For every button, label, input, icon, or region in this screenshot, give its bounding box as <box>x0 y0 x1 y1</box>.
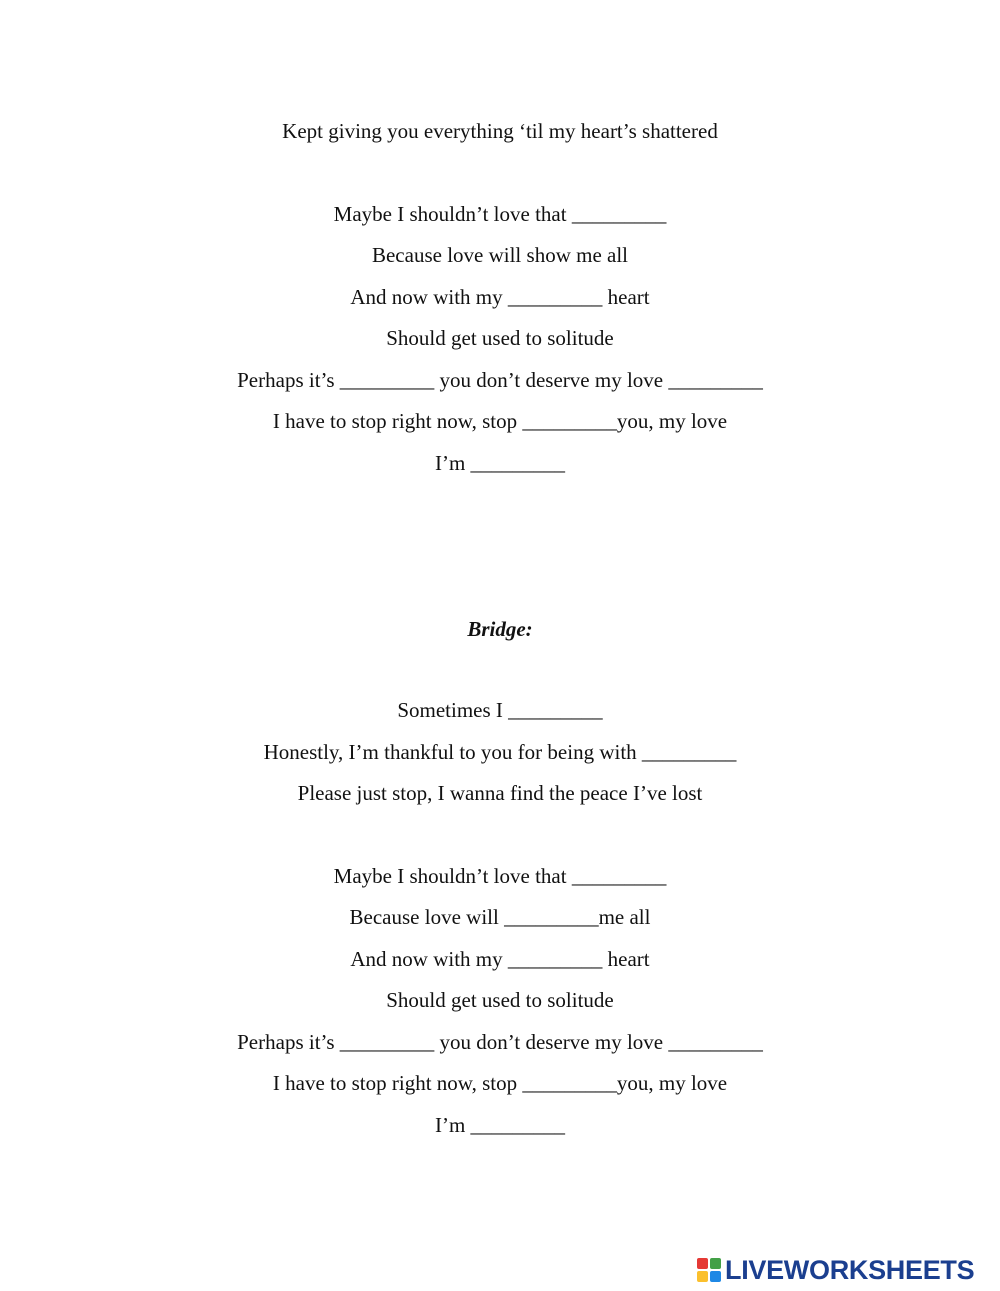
lyric-line: And now with my _________ heart <box>350 285 650 309</box>
logo-block <box>697 1271 708 1282</box>
lyric-line: Sometimes I _________ <box>397 698 603 722</box>
lyric-line: Maybe I shouldn’t love that _________ <box>333 202 667 226</box>
lyric-line: Maybe I shouldn’t love that _________ <box>333 864 667 888</box>
lyric-line: Perhaps it’s _________ you don’t deserve my love _________ <box>237 368 763 392</box>
lyric-line: I have to stop right now, stop _________you, my love <box>272 1071 728 1095</box>
section-heading-bridge: Bridge: <box>467 617 533 641</box>
lyric-line: I’m _________ <box>434 451 566 475</box>
logo-text: LIVEWORKSHEETS <box>725 1254 975 1285</box>
liveworksheets-logo <box>697 1254 974 1286</box>
lyric-line: Because love will show me all <box>371 243 629 267</box>
logo-block <box>697 1258 708 1269</box>
logo-block <box>710 1271 721 1282</box>
lyric-line: I have to stop right now, stop _________you, my love <box>272 409 728 433</box>
lyric-line: Honestly, I’m thankful to you for being with _________ <box>263 740 737 764</box>
logo-blocks-icon <box>697 1258 721 1282</box>
lyric-line: Kept giving you everything ‘til my heart’s shattered <box>282 119 718 143</box>
logo-block <box>710 1258 721 1269</box>
lyric-line: Should get used to solitude <box>386 988 614 1012</box>
lyric-line: Perhaps it’s _________ you don’t deserve my love _________ <box>237 1030 763 1054</box>
lyric-line: Should get used to solitude <box>386 326 614 350</box>
lyric-line: I’m _________ <box>434 1113 566 1137</box>
lyric-line: Because love will _________me all <box>349 905 651 929</box>
lyric-line: And now with my _________ heart <box>350 947 650 971</box>
lyric-line: Please just stop, I wanna find the peace I’ve lost <box>297 781 703 805</box>
